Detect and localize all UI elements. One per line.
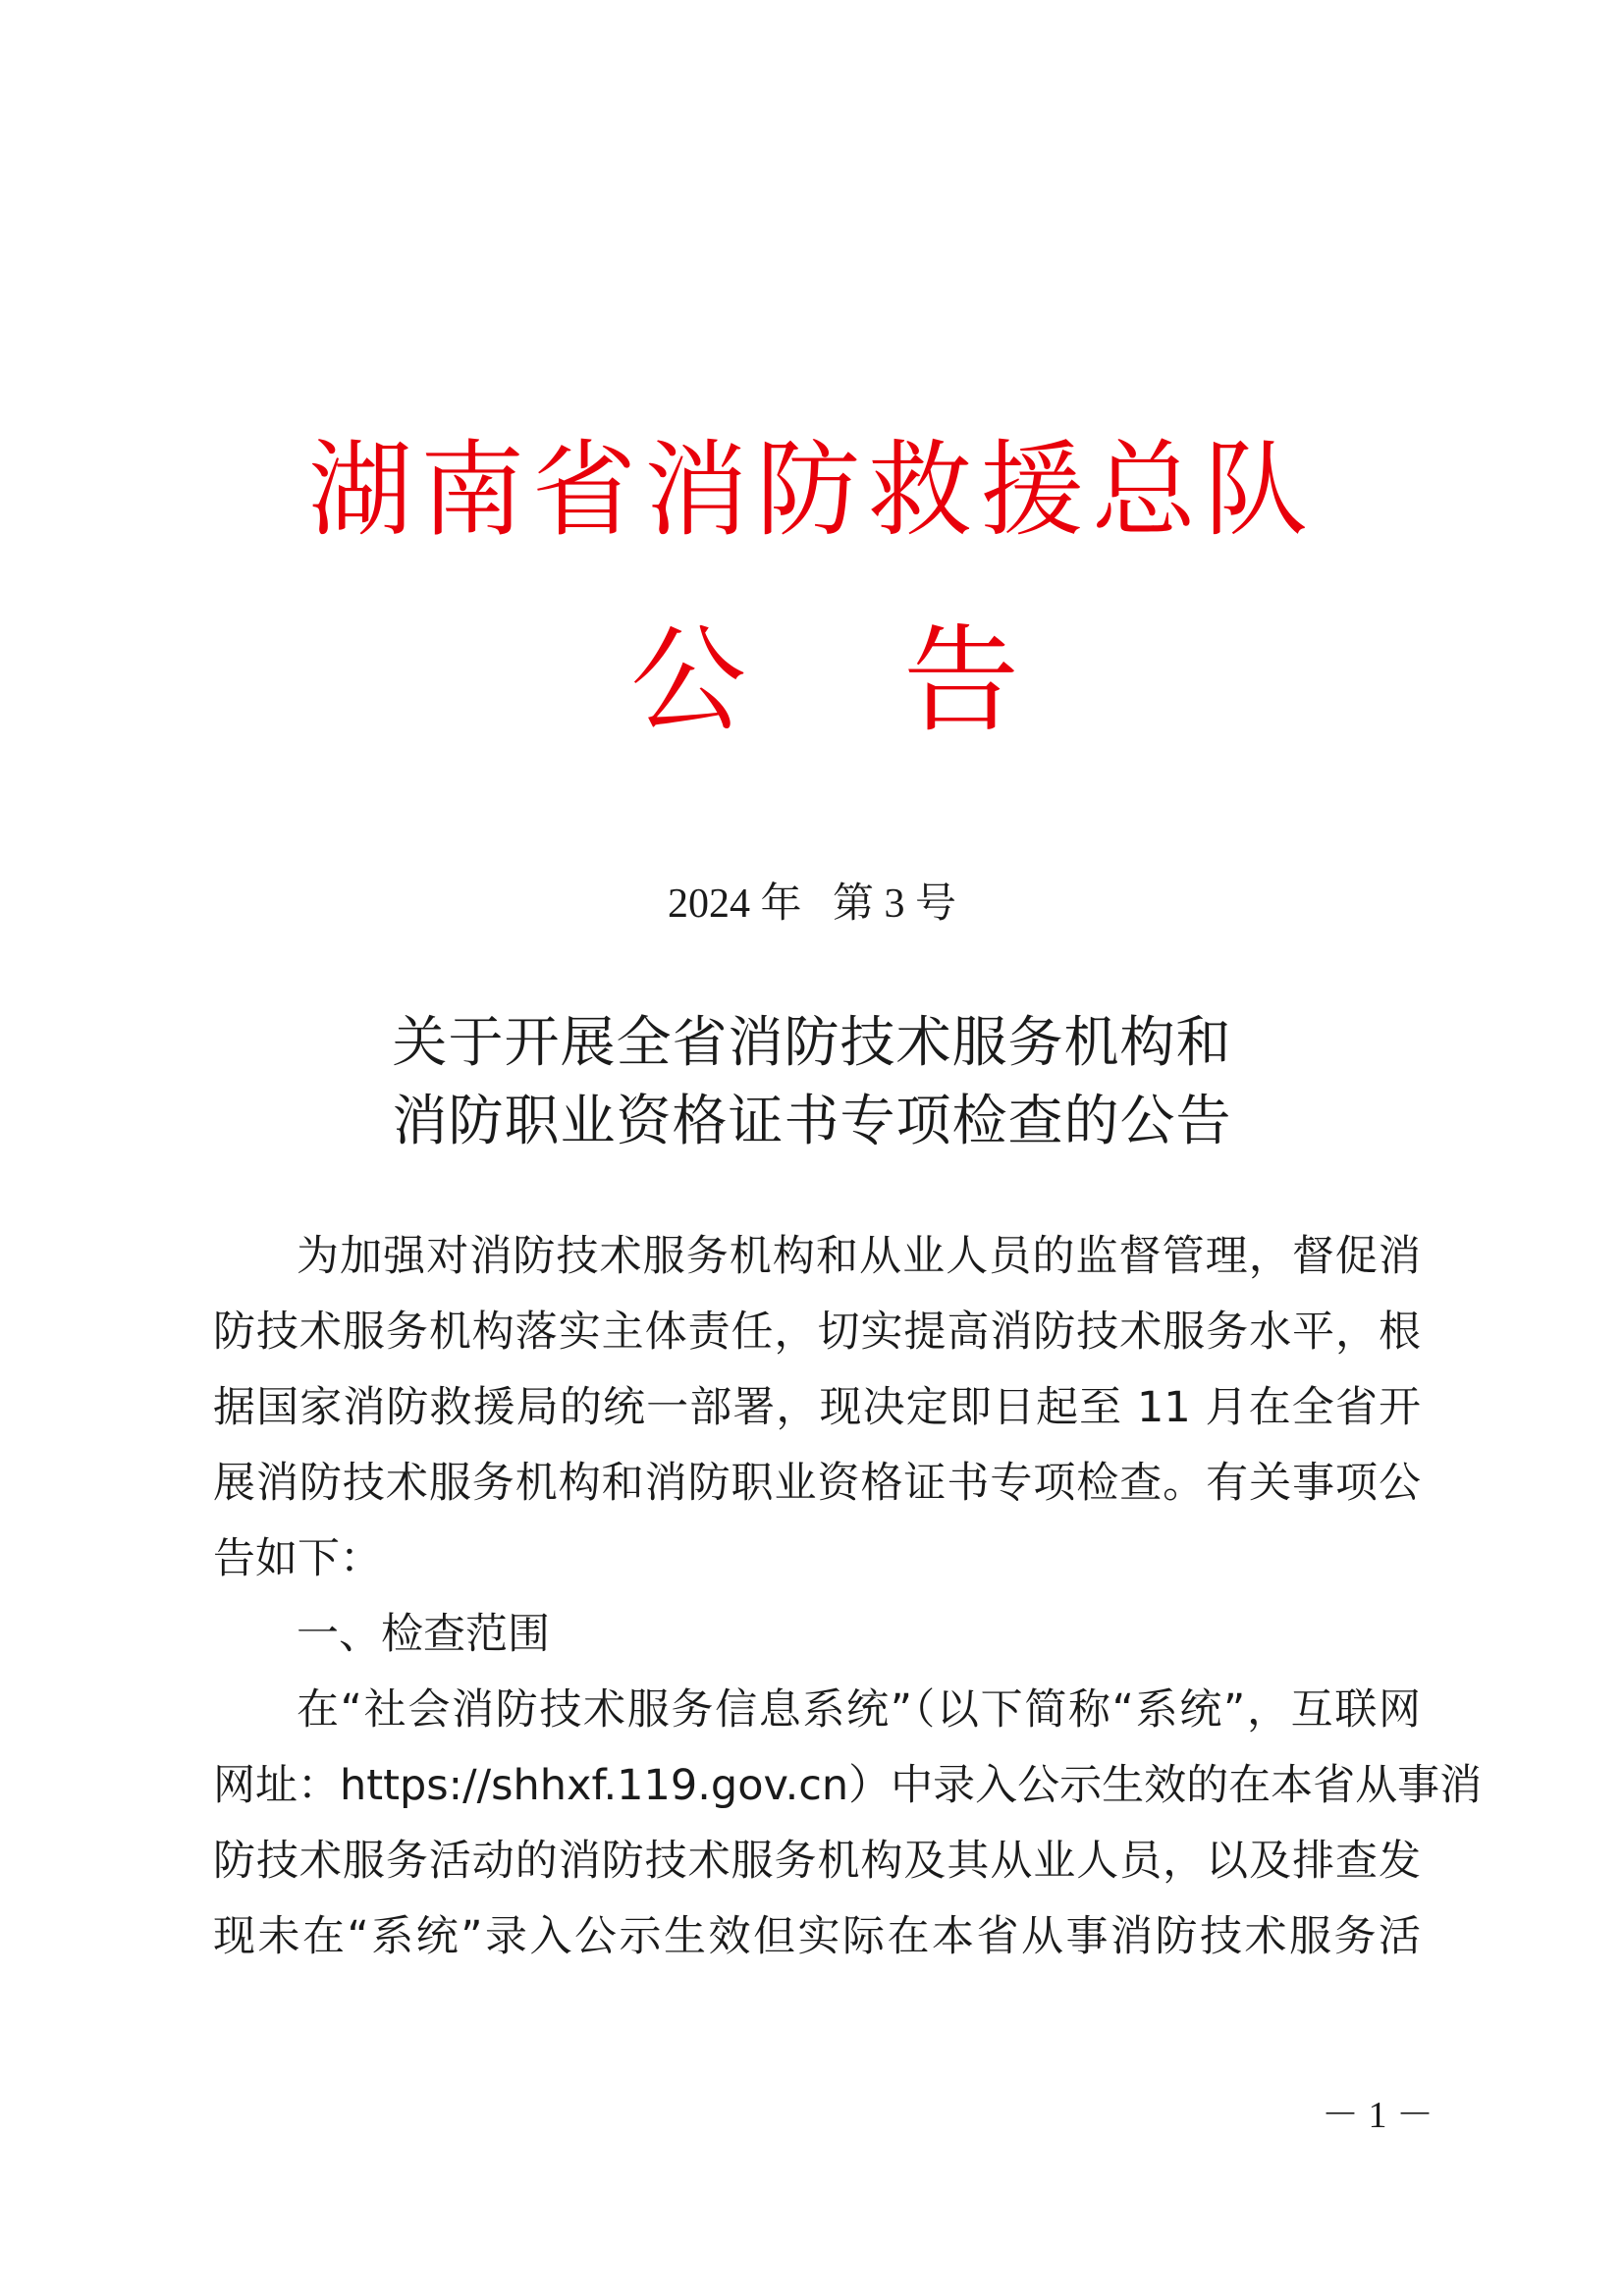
- page-number: － 1 －: [1321, 2095, 1434, 2136]
- body-line: 网址：https://shhxf.119.gov.cn）中录入公示生效的在本省从事消: [213, 1761, 1483, 1810]
- document-number: 2024 年 第 3 号: [667, 881, 956, 927]
- doc-type-char: 告: [903, 613, 1020, 748]
- section-heading: 一、检查范围: [297, 1610, 550, 1659]
- document-title-line: 消防职业资格证书专项检查的公告: [392, 1090, 1232, 1153]
- body-line: 展消防技术服务机构和消防职业资格证书专项检查。有关事项公: [213, 1459, 1421, 1508]
- body-line: 现未在“系统”录入公示生效但实际在本省从事消防技术服务活: [213, 1912, 1421, 1961]
- body-line: 防技术服务机构落实主体责任，切实提高消防技术服务水平，根: [213, 1308, 1421, 1357]
- body-line: 据国家消防救援局的统一部署，现决定即日起至 11 月在全省开: [213, 1383, 1421, 1432]
- body-line: 防技术服务活动的消防技术服务机构及其从业人员，以及排查发: [213, 1837, 1421, 1886]
- body-line: 为加强对消防技术服务机构和从业人员的监督管理，督促消: [297, 1232, 1421, 1281]
- body-line: 在“社会消防技术服务信息系统”（以下简称“系统”，互联网: [297, 1685, 1421, 1735]
- document-title-line: 关于开展全省消防技术服务机构和: [392, 1011, 1232, 1075]
- body-line: 告如下：: [213, 1534, 382, 1583]
- doc-type-char: 公: [630, 613, 747, 748]
- issuer-header: 湖南省消防救援总队: [308, 430, 1316, 551]
